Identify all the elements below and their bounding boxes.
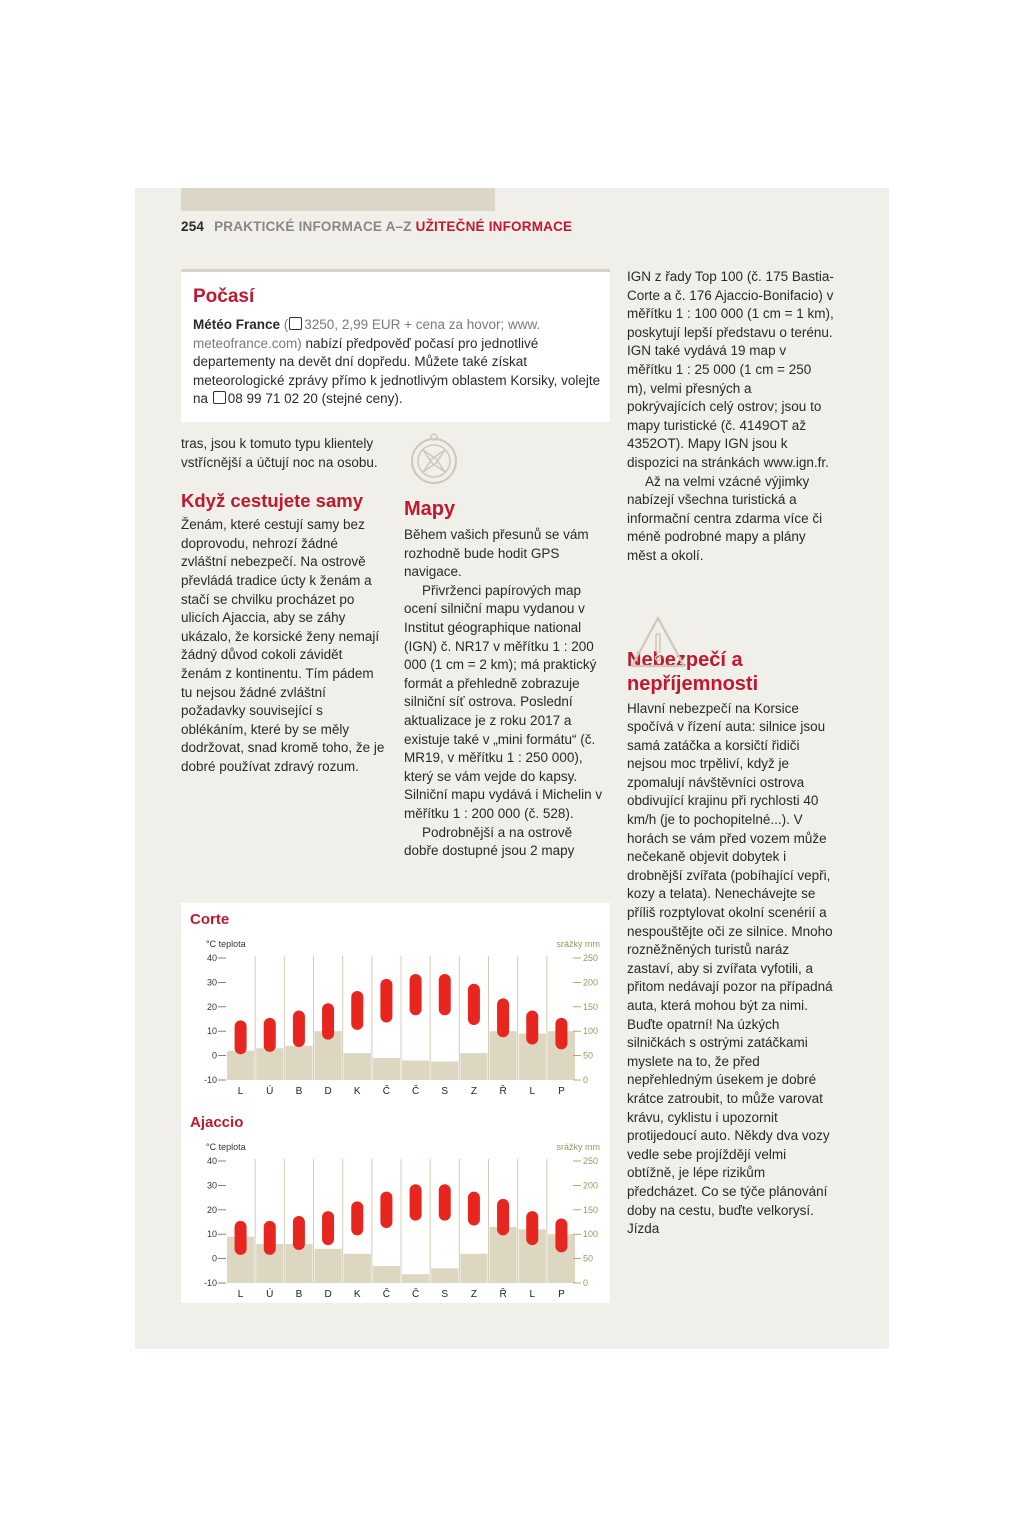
weather-text-2: (stejné ceny). (317, 391, 403, 406)
rain-bar (344, 1053, 371, 1080)
maps-info-centres: Až na velmi vzácné výjimky nabízejí všechna turistická a informační centra zdarma více či méně podrobné mapy a plány měst a okolí. (627, 473, 823, 563)
month-label: L (237, 1289, 244, 1300)
y2-tick-label: 0 (583, 1278, 589, 1288)
y-tick-label: 10 (206, 1026, 217, 1037)
climate-charts (181, 903, 610, 1303)
month-label: L (529, 1086, 536, 1097)
col1-intro: tras, jsou k tomuto typu klientely vstřícnější a účtují noc na osobu. (181, 436, 378, 470)
header-tab-bar (181, 188, 495, 211)
y2-tick-label: 200 (583, 1180, 599, 1191)
y2-tick-label: 150 (583, 1001, 599, 1012)
section-title: PRAKTICKÉ INFORMACE A–Z (214, 219, 412, 234)
maps-heading: Mapy (404, 498, 456, 520)
column-left (181, 435, 386, 777)
y-tick-label: 20 (206, 1001, 217, 1012)
y-tick-label: 0 (211, 1050, 217, 1061)
y-tick-label: -10 (203, 1278, 217, 1288)
rain-bar (402, 1060, 429, 1080)
phone-icon (289, 317, 302, 330)
weather-text (193, 316, 603, 409)
y-tick-label: 10 (206, 1229, 217, 1240)
phone-icon (213, 391, 226, 404)
y2-tick-label: 50 (583, 1253, 594, 1264)
month-label: Z (470, 1289, 477, 1300)
rain-bar (460, 1053, 487, 1080)
month-label: P (558, 1289, 565, 1300)
weather-heading: Počasí (193, 286, 255, 307)
column-right (627, 268, 834, 1239)
weather-box (181, 269, 610, 422)
rain-bar (402, 1274, 429, 1283)
rain-bar (315, 1249, 342, 1283)
month-label: Č (411, 1086, 420, 1097)
month-label: Ř (499, 1289, 507, 1300)
y2-axis-label: srážky mm (556, 1142, 600, 1152)
chart-title-0: Corte (190, 911, 230, 928)
dangers-body: Hlavní nebezpečí na Korsice spočívá v řízení auta: silnice jsou samá zatáčka a korsičtí řidiči nejsou moc trpěliví, když je zpomalují návštěvníci ostrova obdivující krajinu při rychlosti 40 km/h (je to pochopitelné...). V horách se vám před vozem může nečekaně objevit dobytek i drobnější zvířata (pobíhající vepři, kozy a telata). Nenechávejte se příliš rozptylovat okolní scenérií a nespouštějte oči ze silnice. Mnoho rozněžněných turistů naráz zastaví, aby si zvířata vyfotili, a přitom nedávají pozor na případná auta, která mohou být za nimi. Buďte opatrní! Na úzkých silničkách s ostrými zatáčkami myslete na to, že před nepřehledným úsekem je dobré krátce zatroubit, to může varovat krávu, cyklistu i upozornit protijedoucí auto. Někdy dva vozy vedle sebe projíždějí velmi obtížně, je lépe rizikům předcházet. Co se týče plánování doby na cestu, buďte velkorysí. Jízda (627, 700, 833, 1237)
y-tick-label: -10 (203, 1075, 217, 1085)
month-label: S (441, 1086, 449, 1097)
month-label: L (529, 1289, 536, 1300)
rain-bar (431, 1268, 458, 1283)
rain-bar (227, 1051, 254, 1080)
y-tick-label: 30 (206, 1180, 217, 1191)
month-label: L (237, 1086, 244, 1097)
weather-phone-info: 3250, 2,99 EUR + cena za hovor; www. (304, 317, 541, 332)
rain-bar (490, 1031, 517, 1080)
rain-bar (285, 1046, 312, 1080)
col1-body: Ženám, které cestují samy bez doprovodu, nehrozí žádné zvláštní nebezpečí. Na ostrově převládá tradice úcty k ženám a stačí se chvilku procházet po ulicích Ajaccia, aby se záhy ukázalo, že korsické ženy nemají žádný důvod cokoli závidět ženám z kontinentu. Tím pádem tu nejsou žádné zvláštní požadavky související s oblékáním, které by se měly dodržovat, snad kromě toho, že je dobré používat zdravý rozum. (181, 517, 385, 774)
y2-tick-label: 50 (583, 1050, 594, 1061)
maps-p1: Během vašich přesunů se vám rozhodně bude hodit GPS navigace. (404, 527, 589, 580)
y-axis-label: °C teplota (206, 939, 246, 949)
y2-tick-label: 150 (583, 1204, 599, 1215)
month-label: Ř (499, 1086, 507, 1097)
y2-tick-label: 200 (583, 977, 599, 988)
y2-tick-label: 0 (583, 1075, 589, 1085)
y-tick-label: 20 (206, 1204, 217, 1215)
month-label: Č (382, 1289, 391, 1300)
running-header (181, 219, 572, 234)
maps-ign-text: IGN z řady Top 100 (č. 175 Bastia-Corte a č. 176 Ajaccio-Bonifacio) v měřítku 1 : 100 000 (1 cm = 1 km), poskytují lepší představu o terénu. IGN také vydává 19 map v měřítku 1 : 25 000 (1 cm = 250 m), velmi přesných a pokrývajících celý ostrov; jsou to mapy turistické (č. 4149OT až 4352OT). Mapy IGN jsou k dispozici na stránkách www.ign.fr. (627, 269, 834, 470)
month-label: K (353, 1086, 361, 1097)
month-label: D (324, 1289, 332, 1300)
solo-women-heading: Když cestujete samy (181, 490, 364, 512)
y-tick-label: 40 (206, 1156, 217, 1166)
page-number: 254 (181, 219, 205, 234)
y-tick-label: 30 (206, 977, 217, 988)
compass-icon (405, 430, 463, 488)
dangers-heading: Nebezpečí a nepříjemnosti (627, 648, 759, 695)
column-middle (404, 498, 609, 861)
month-label: K (353, 1289, 361, 1300)
month-label: Č (411, 1289, 420, 1300)
chart-title-1: Ajaccio (190, 1114, 244, 1131)
rain-bar (344, 1254, 371, 1283)
y2-tick-label: 100 (583, 1229, 599, 1240)
weather-phone-2: 08 99 71 02 20 (227, 391, 318, 406)
weather-url[interactable]: meteofrance.com) (193, 335, 302, 351)
y-tick-label: 0 (211, 1253, 217, 1264)
y2-tick-label: 250 (583, 953, 599, 963)
rain-bar (256, 1048, 283, 1080)
month-label: Ú (266, 1086, 274, 1097)
rain-bar (460, 1254, 487, 1283)
weather-text-1: nabízí předpověď počasí pro jednotlivé departementy na devět dní dopředu. Můžete také získat meteorologické zprávy přímo k jednotlivým oblastem Korsiky, volejte na (193, 335, 601, 406)
paren-open: ( (280, 317, 289, 332)
month-label: P (558, 1086, 565, 1097)
y2-tick-label: 100 (583, 1026, 599, 1037)
climate-chart-svg (181, 903, 610, 1303)
y-tick-label: 40 (206, 953, 217, 963)
maps-p2: Přivrženci papírových map ocení silniční mapu vydanou v Institut géographique national (IGN) č. NR17 v měřítku 1 : 200 000 (1 cm = 2 km); má praktický formát a přehledně zobrazuje silniční síť ostrova. Poslední aktualizace je z roku 2017 a existuje také v „mini formátu“ (č. MR19, v měřítku 1 : 250 000), který se vám vejde do kapsy. Silniční mapu vydává i Michelin v měřítku 1 : 200 000 (č. 528). (404, 582, 603, 821)
maps-p3: Podrobnější a na ostrově dobře dostupné jsou 2 mapy (404, 824, 575, 859)
month-label: Č (382, 1086, 391, 1097)
y-axis-label: °C teplota (206, 1142, 246, 1152)
month-label: Z (470, 1086, 477, 1097)
month-label: B (295, 1289, 303, 1300)
subsection-title: UŽITEČNÉ INFORMACE (415, 219, 573, 234)
rain-bar (373, 1058, 400, 1080)
month-label: Ú (266, 1289, 274, 1300)
y2-tick-label: 250 (583, 1156, 599, 1166)
weather-org: Météo France (193, 317, 281, 332)
rain-bar (431, 1061, 458, 1080)
warning-icon (628, 614, 688, 670)
rain-bar (373, 1266, 400, 1283)
month-label: B (295, 1086, 303, 1097)
y2-axis-label: srážky mm (556, 939, 600, 949)
month-label: D (324, 1086, 332, 1097)
month-label: S (441, 1289, 449, 1300)
